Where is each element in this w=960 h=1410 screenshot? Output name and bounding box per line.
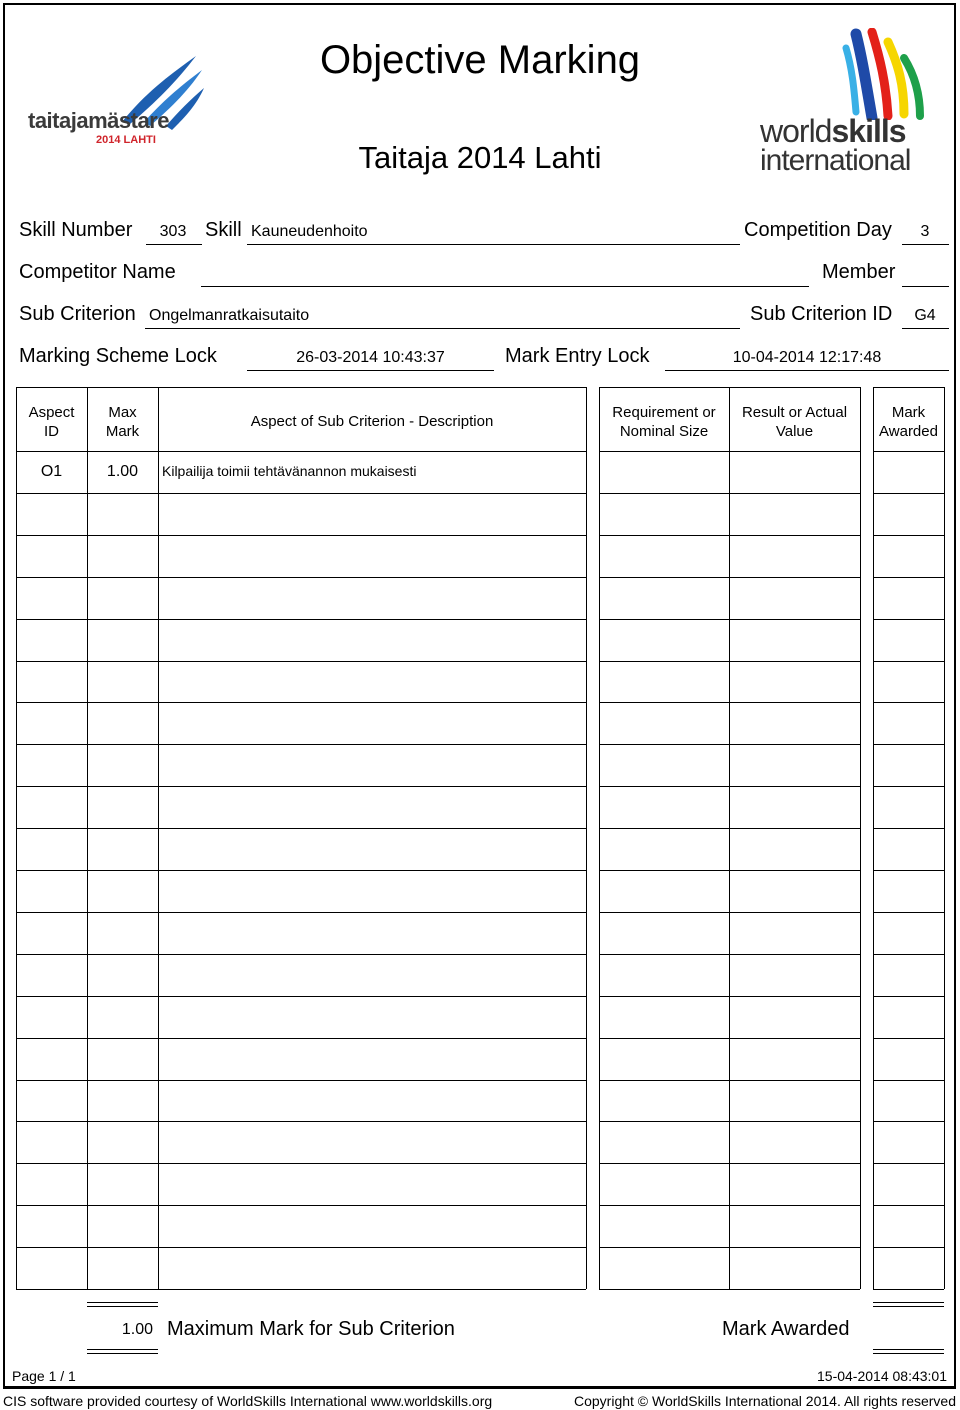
header-aspect-id-line2: ID	[44, 423, 59, 440]
table-row	[16, 870, 944, 912]
cell-aspect-id: O1	[40, 463, 63, 480]
table-row	[16, 744, 944, 786]
table-row	[16, 912, 944, 954]
header-aspect-id	[16, 403, 87, 441]
table-row	[16, 1205, 944, 1247]
sub-criterion-value: Ongelmanratkaisutaito	[149, 307, 310, 324]
footer-divider	[3, 1388, 956, 1389]
worldskills-skills: skills	[831, 113, 906, 149]
worldskills-world: world	[760, 113, 832, 149]
header-result-line2: Value	[775, 423, 814, 440]
marking-scheme-lock-label: Marking Scheme Lock	[19, 345, 217, 367]
member-underline	[902, 286, 949, 287]
table-row	[16, 535, 944, 577]
print-timestamp: 15-04-2014 08:43:01	[817, 1368, 947, 1384]
header-mark-awarded	[873, 403, 944, 441]
competition-day-value: 3	[920, 223, 930, 240]
header-requirement-line2: Nominal Size	[619, 423, 709, 440]
competition-day-label: Competition Day	[744, 219, 892, 241]
cell-max-mark: 1.00	[106, 463, 139, 480]
page-title: Objective Marking	[319, 38, 641, 82]
marking-scheme-lock-underline	[247, 370, 494, 371]
header-description: Aspect of Sub Criterion - Description	[250, 413, 494, 430]
skill-value: Kauneudenhoito	[251, 223, 368, 240]
max-mark-total-rule-top	[87, 1302, 158, 1307]
header-result-line1: Result or Actual	[741, 404, 848, 421]
skill-label: Skill	[205, 219, 242, 241]
header-max-mark	[87, 403, 158, 441]
skill-number-value: 303	[159, 223, 187, 240]
mark-entry-lock-underline	[665, 370, 949, 371]
table-row	[16, 1038, 944, 1080]
taitaja-wordmark: taitajamästare	[28, 108, 169, 133]
table-row	[16, 996, 944, 1038]
competitor-name-label: Competitor Name	[19, 261, 176, 283]
table-row	[16, 661, 944, 703]
mark-awarded-total-label: Mark Awarded	[722, 1318, 850, 1340]
mark-entry-lock-value: 10-04-2014 12:17:48	[732, 349, 882, 366]
footer-courtesy: CIS software provided courtesy of WorldSkills International www.worldskills.org	[3, 1393, 493, 1409]
table-row	[16, 619, 944, 661]
mark-awarded-total-rule-top	[873, 1302, 944, 1307]
mark-awarded-total-rule-bottom	[873, 1349, 944, 1354]
header-requirement-line1: Requirement or	[612, 404, 716, 421]
table-row	[16, 577, 944, 619]
page-subtitle: Taitaja 2014 Lahti	[358, 140, 602, 175]
table-row	[16, 1163, 944, 1205]
max-mark-total-rule-bottom	[87, 1349, 158, 1354]
header-aspect-id-line1: Aspect	[28, 404, 75, 421]
header-mark-awarded-line2: Awarded	[879, 423, 938, 440]
sub-criterion-id-label: Sub Criterion ID	[750, 303, 893, 325]
mark-entry-lock-label: Mark Entry Lock	[505, 345, 650, 367]
sub-criterion-id-underline	[902, 328, 949, 329]
cell-description: Kilpailija toimii tehtävänannon mukaisesti	[162, 463, 417, 479]
sub-criterion-underline	[145, 328, 740, 329]
table-row	[16, 493, 944, 535]
header-max-mark-line2: Mark	[105, 423, 140, 440]
table-row-rule-2-20	[873, 1289, 944, 1290]
max-mark-label: Maximum Mark for Sub Criterion	[167, 1318, 455, 1340]
footer-copyright: Copyright © WorldSkills International 2014. All rights reserved	[573, 1393, 956, 1409]
table-row-rule-0-20	[16, 1289, 586, 1290]
table-row	[16, 1080, 944, 1122]
table-column-rule-2-1	[944, 387, 945, 1289]
header-requirement	[599, 403, 729, 441]
table-row	[16, 702, 944, 744]
skill-underline	[247, 244, 740, 245]
header-max-mark-line1: Max	[108, 404, 137, 421]
table-row-rule-1-20	[599, 1289, 860, 1290]
table-row	[16, 1247, 944, 1289]
header-result	[729, 403, 860, 441]
table-top-rule-1	[599, 387, 860, 388]
table-row	[16, 1121, 944, 1163]
taitaja-logo-tag: 2014 LAHTI	[96, 134, 156, 146]
worldskills-international: international	[760, 144, 911, 177]
header-mark-awarded-line1: Mark	[891, 404, 926, 421]
competitor-name-underline	[201, 286, 809, 287]
table-row	[16, 828, 944, 870]
table-top-rule-2	[873, 387, 944, 388]
competition-day-underline	[902, 244, 949, 245]
table-row	[16, 786, 944, 828]
skill-number-underline	[146, 244, 202, 245]
marking-scheme-lock-value: 26-03-2014 10:43:37	[296, 349, 445, 366]
table-top-rule-0	[16, 387, 586, 388]
max-mark-total: 1.00	[121, 1321, 153, 1338]
sub-criterion-label: Sub Criterion	[19, 303, 136, 325]
sub-criterion-id-value: G4	[914, 307, 936, 324]
table-row	[16, 954, 944, 996]
page-number: Page 1 / 1	[12, 1368, 76, 1384]
skill-number-label: Skill Number	[19, 219, 133, 241]
member-label: Member	[822, 261, 896, 283]
